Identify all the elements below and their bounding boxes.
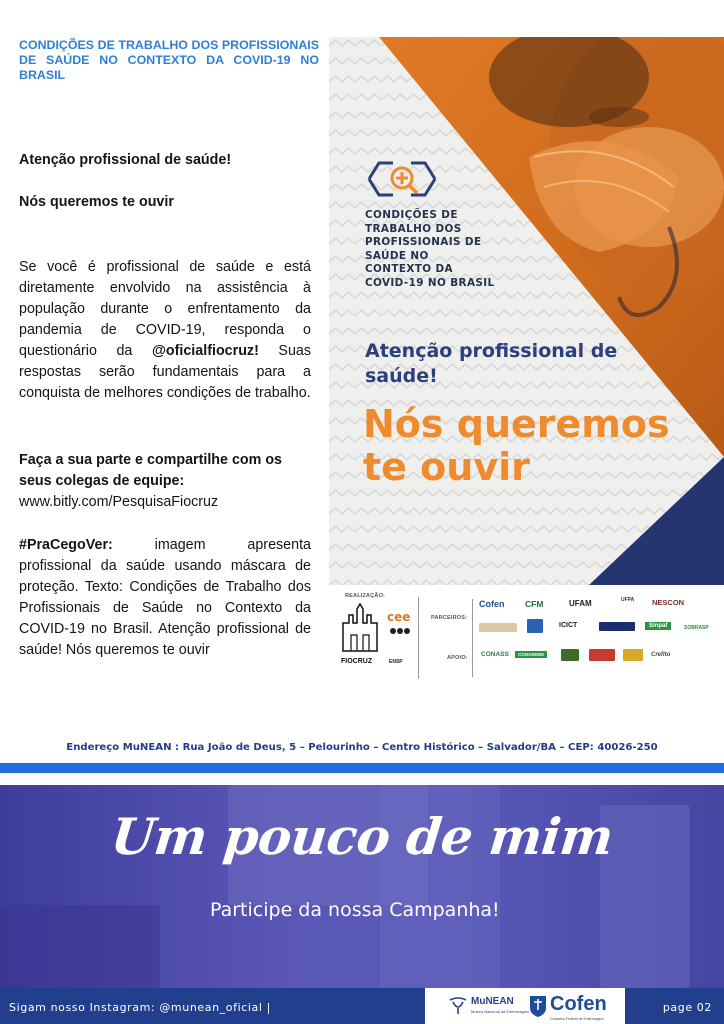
partner-chip [527, 619, 543, 633]
supporter-crefito: Crefito [651, 652, 671, 658]
intro-paragraph [19, 257, 311, 404]
project-logo-icon [365, 159, 439, 199]
fiocruz-handle[interactable]: @oficialfiocruz! [151, 343, 259, 359]
blue-divider [0, 763, 724, 773]
banner-subtitle: Participe da nossa Campanha! [210, 899, 500, 921]
address-line: Endereço MuNEAN : Rua João de Deus, 5 – Pelourinho – Centro Histórico – Salvador/BA – CEP: 40026-250 [66, 742, 658, 753]
partner-chip [599, 622, 635, 631]
sponsor-divider [418, 597, 419, 679]
munean-lamp-icon [447, 994, 469, 1016]
page-footer [0, 988, 724, 1024]
poster-photo-background [329, 37, 724, 585]
partner-icict: ICICT [559, 622, 578, 629]
cofen-shield-icon [529, 994, 547, 1018]
supporter-chip [561, 649, 579, 661]
alt-text-paragraph [19, 535, 311, 661]
ensp-logo-icon [385, 609, 411, 639]
poster-sponsors [329, 585, 724, 690]
partner-sinpaf: Sinpaf [645, 622, 671, 630]
survey-link[interactable]: www.bitly.com/PesquisaFiocruz [19, 494, 219, 510]
banner-script-title: Um pouco de mim [108, 807, 616, 866]
cofen-logo-subtitle: Conselho Federal de Enfermagem [550, 1017, 604, 1021]
partner-divider [472, 599, 473, 677]
partner-cofen: Cofen [479, 599, 505, 609]
campaign-banner[interactable] [0, 785, 724, 988]
partner-sobrasp: SOBRASP [684, 625, 709, 631]
cofen-logo-text: Cofen [550, 993, 607, 1015]
ensp-label: ENSP [389, 659, 403, 665]
footer-logos [425, 988, 625, 1024]
article-heading: CONDIÇÕES DE TRABALHO DOS PROFISSIONAIS DE SAÚDE NO CONTEXTO DA COVID-19 NO BRASIL [19, 38, 319, 82]
page-number: page 02 [662, 1001, 712, 1014]
parceiros-label: PARCEIROS: [431, 615, 468, 621]
partner-chip [479, 623, 517, 632]
poster-attention: Atenção profissional de saúde! [365, 340, 618, 387]
share-call: Faça a sua parte e compartilhe com os seus colegas de equipe: [19, 452, 283, 489]
listen-line: Nós queremos te ouvir [19, 194, 174, 210]
partner-ufam: UFAM [569, 599, 592, 608]
partner-nescon: NESCON [652, 598, 685, 607]
instagram-handle[interactable]: Sigam nosso Instagram: @munean_oficial | [9, 1001, 271, 1014]
banner-photo-shape [0, 905, 160, 988]
munean-logo-subtitle: Museu Nacional da Enfermagem [471, 1009, 530, 1014]
white-divider [0, 773, 724, 785]
supporter-conasems: CONASEMS [515, 651, 547, 658]
supporter-chip [623, 649, 643, 661]
fiocruz-label: FIOCRUZ [341, 658, 373, 665]
poster-headline: Nós queremos te ouvir [363, 402, 670, 489]
poster-title: CONDIÇÕES DE TRABALHO DOS PROFISSIONAIS DE SAÚDE NO CONTEXTO DA COVID-19 NO BRASIL [365, 209, 495, 289]
fiocruz-castle-icon [341, 603, 379, 653]
campaign-poster [329, 37, 724, 690]
partner-ufpa: UFPA [621, 597, 635, 603]
alt-hashtag[interactable]: #PraCegoVer: [19, 537, 113, 553]
apoio-label: APOIO: [447, 655, 468, 661]
intro-text-end: Suas respostas serão fundamentais para a conquista de melhores condições de trabalho. [19, 343, 312, 401]
attention-line: Atenção profissional de saúde! [19, 152, 232, 168]
supporter-chip [589, 649, 615, 661]
svg-text:cee: cee [387, 610, 411, 624]
alt-description: imagem apresenta profissional da saúde usando máscara de proteção. Texto: Condições de Trabalho dos Profissionais de Saúde no Contexto da COVID-19 no Brasil. Atenção profissional de saúde! Nós queremos te ouvir [19, 537, 311, 658]
supporter-conass: CONASS [481, 651, 509, 658]
partner-cfm: CFM [525, 599, 544, 609]
realizacao-label: REALIZAÇÃO: [345, 593, 386, 599]
intro-text-start: Se você é profissional de saúde e está diretamente envolvido na assistência à população durante o enfrentamento da pandemia de COVID-19, responda o questionário da [19, 259, 311, 359]
munean-logo-text: MuNEAN [471, 996, 514, 1007]
